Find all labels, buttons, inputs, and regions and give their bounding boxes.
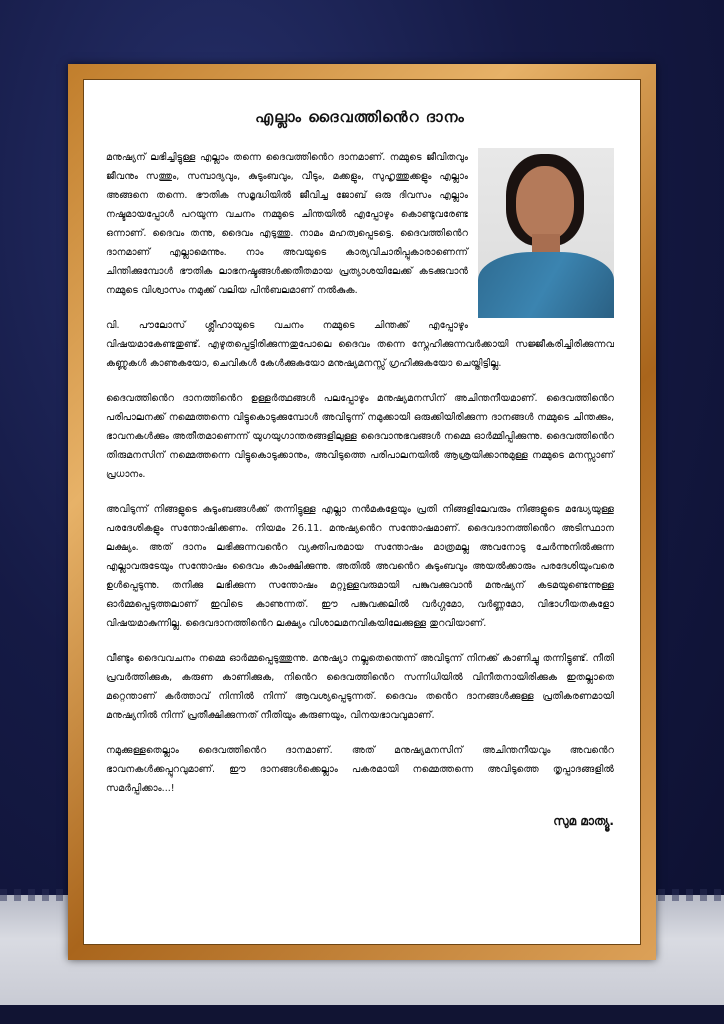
gold-frame [68, 64, 656, 960]
author-signature: സുമ മാത്യൂ. [553, 814, 614, 828]
decorative-bottom-strip [0, 1005, 724, 1024]
paragraph-6: നമുക്കുള്ളതെല്ലാം ദൈവത്തിൻെറ ദാനമാണ്. അത് മനുഷ്യമനസിന് അചിന്തനീയവും അവൻെറ ഭാവനകൾക്കപ്പുറവുമാണ്. ഈ ദാനങ്ങൾക്കെല്ലാം പകരമായി നമ്മെത്തന്നെ അവിടുത്തെ തൃപ്പാദങ്ങളിൽ സമർപ്പിക്കാം...! [106, 745, 614, 794]
article-body [106, 148, 614, 829]
photo-face [516, 166, 574, 240]
paragraph-1: മനുഷ്യന് ലഭിച്ചിട്ടുള്ള എല്ലാം തന്നെ ദൈവത്തിൻെറ ദാനമാണ്. നമ്മുടെ ജീവിതവും ജീവനും സത്തും, സമ്പാദ്യവും, കുടുംബവും, വീടും, മക്കളും, സുഹൃത്തുക്കളും എല്ലാം അങ്ങനെ തന്നെ. ഭൗതിക സമൃദ്ധിയിൽ ജീവിച്ച ജോബ് ഒരു ദിവസം എല്ലാം നഷ്ടമായപ്പോൾ പറയുന്ന വചനം നമ്മുടെ ചിന്തയിൽ എപ്പോഴും കൊണ്ടുവരേണ്ട ഒന്നാണ്. ദൈവം തന്നു, ദൈവം എടുത്തു. നാമം മഹത്വപ്പെടട്ടെ. ദൈവത്തിൻെറ ദാനമാണ് എല്ലാമെന്നും. നാം അവയുടെ കാര്യവിചാരിപ്പുകാരാണെന്ന് ചിന്തിക്കുമ്പോൾ ഭൗതിക ലാഭനഷ്ടങ്ങൾക്കതീതമായ പ്രത്യാശയിലേക്ക് കടക്കുവാൻ നമ്മുടെ വിശ്വാസം നമുക്ക് വലിയ പിൻബലമാണ് നൽകുക. [106, 152, 468, 296]
paragraph-3: ദൈവത്തിൻെറ ദാനത്തിൻെറ ഉള്ളർത്ഥങ്ങൾ പലപ്പോഴും മനുഷ്യമനസിന് അചിന്തനീയമാണ്. ദൈവത്തിൻെറ പരിപാലനക്ക് നമ്മെത്തന്നെ വിട്ടുകൊടുക്കുമ്പോൾ അവിടുന്ന് നമുക്കായി ഒരുക്കിയിരിക്കുന്ന ദാനങ്ങൾ നമ്മുടെ ചിന്തക്കും, ഭാവനകൾക്കും അതീതമാണെന്ന് യുഗയുഗാന്തരങ്ങളിലുള്ള ദൈവാനുഭവങ്ങൾ നമ്മെ ഓർമ്മിപ്പിക്കുന്നു. ദൈവത്തിൻെറ തിരുമനസിന് നമ്മെത്തന്നെ വിട്ടുകൊടുക്കാനും, അവിടുത്തെ പരിപാലനയിൽ ആശ്രയിക്കാനുമുള്ള നമ്മുടെ മനസ്സാണ് പ്രധാനം. [106, 393, 614, 480]
paragraph-5: വീണ്ടും ദൈവവചനം നമ്മെ ഓർമ്മപ്പെടുത്തുന്നു. മനുഷ്യാ നല്ലതെന്തെന്ന് അവിടുന്ന് നിനക്ക് കാണിച്ചു തന്നിട്ടുണ്ട്. നീതി പ്രവർത്തിക്കുക, കരുണ കാണിക്കുക, നിൻെറ ദൈവത്തിൻെറ സന്നിധിയിൽ വിനീതനായിരിക്കുക ഇതല്ലാതെ മറ്റെന്താണ് കർത്താവ് നിന്നിൽ നിന്ന് ആവശ്യപ്പെടുന്നത്. ദൈവം തൻെറ ദാനങ്ങൾക്കുള്ള പ്രതികരണമായി മനുഷ്യനിൽ നിന്ന് പ്രതീക്ഷിക്കുന്നത് നീതിയും കരുണയും, വിനയഭാവവുമാണ്. [106, 653, 614, 721]
article-title: എല്ലാം ദൈവത്തിൻെറ ദാനം [255, 108, 465, 126]
photo-saree [478, 252, 614, 318]
author-photo [478, 148, 614, 318]
paragraph-2: വി. പൗലോസ് ശ്ലീഹായുടെ വചനം നമ്മുടെ ചിന്തക്ക് എപ്പോഴും വിഷയമാകേണ്ടതുണ്ട്. എഴുതപ്പെട്ടിരിക്കുന്നതുപോലെ ദൈവം തന്നെ സ്നേഹിക്കുന്നവർക്കായി സജ്ജീകരിച്ചിരിക്കുന്നവ കണ്ണുകൾ കാണുകയോ, ചെവികൾ കേൾക്കുകയോ മനുഷ്യമനസ്സ് ഗ്രഹിക്കുകയോ ചെയ്തിട്ടില്ല. [106, 320, 614, 369]
paragraph-4: അവിടുന്ന് നിങ്ങളുടെ കുടുംബങ്ങൾക്ക് തന്നിട്ടുള്ള എല്ലാ നൻമകളേയും പ്രതി നിങ്ങളിലേവരും നിങ്ങളുടെ മദ്ധ്യേയുള്ള പരദേശികളും സന്തോഷിക്കണം. നിയമം 26.11. മനുഷ്യൻെറ സന്തോഷമാണ്. ദൈവദാനത്തിൻെറ അടിസ്ഥാന ലക്ഷ്യം. അത് ദാനം ലഭിക്കുന്നവൻെറ വ്യക്തിപരമായ സന്തോഷം മാത്രമല്ല അവനോടു ചേർന്നുനിൽക്കുന്ന എല്ലാവരുടേയും സന്തോഷം ദൈവം കാംക്ഷിക്കുന്നു. അതിൽ അവൻെറ കുടുംബവും അയൽക്കാരും പരദേശിയുംവരെ ഉൾപ്പെടുന്നു. തനിക്കു ലഭിക്കുന്ന സന്തോഷം മറ്റുള്ളവരുമായി പങ്കുവക്കുവാൻ മനുഷ്യന് കടമയുണ്ടെന്നുള്ള ഓർമ്മപ്പെടുത്തലാണ് ഇവിടെ കാണുന്നത്. ഈ പങ്കുവക്കലിൽ വർഗ്ഗമോ, വർണ്ണമോ, വിഭാഗീയതകളോ വിഷയമാകുന്നില്ല. ദൈവദാനത്തിൻെറ ലക്ഷ്യം വിശാലമനവികയിലേക്കുള്ള തുറവിയാണ്. [106, 504, 614, 629]
article-page [83, 79, 641, 945]
